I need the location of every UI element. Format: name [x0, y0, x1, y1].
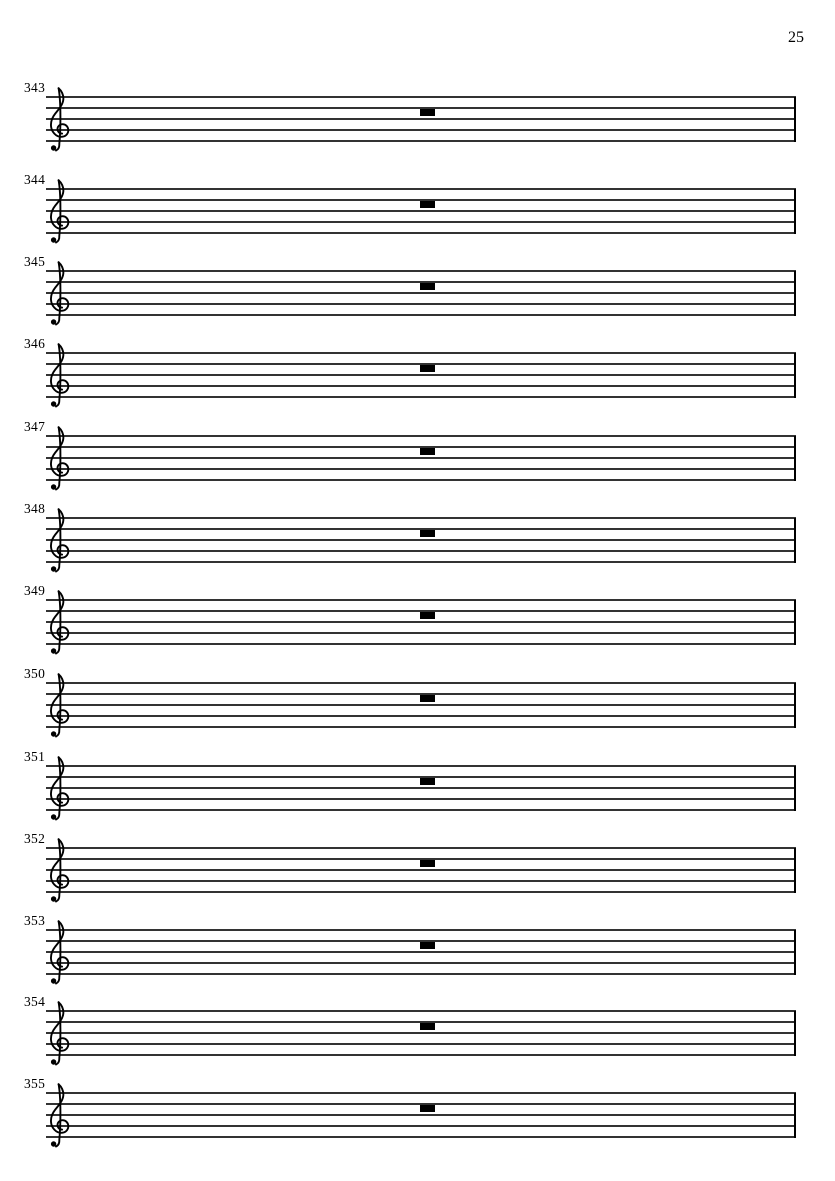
- staff-line: [46, 550, 796, 551]
- whole-rest: [420, 448, 435, 455]
- staff-line: [46, 643, 796, 644]
- end-barline: [794, 436, 796, 482]
- whole-rest: [420, 530, 435, 537]
- whole-rest: [420, 695, 435, 702]
- staff-line: [46, 1136, 796, 1137]
- end-barline: [794, 1011, 796, 1057]
- whole-rest: [420, 283, 435, 290]
- staff-line: [46, 682, 796, 683]
- staff-line: [46, 869, 796, 870]
- measure-number: 349: [24, 583, 46, 598]
- end-barline: [794, 930, 796, 976]
- staff-line: [46, 1010, 796, 1011]
- treble-clef-icon: [48, 87, 71, 154]
- end-barline: [794, 518, 796, 564]
- treble-clef-icon: [48, 179, 71, 246]
- staff-line: [46, 292, 796, 293]
- treble-clef-icon: [48, 261, 71, 328]
- staff-line: [46, 140, 796, 141]
- staff-line: [46, 787, 796, 788]
- treble-clef-icon: [48, 508, 71, 575]
- whole-rest: [420, 201, 435, 208]
- staff-line: [46, 929, 796, 930]
- measure-number: 352: [24, 831, 46, 846]
- staff-line: [46, 798, 796, 799]
- staff-line: [46, 539, 796, 540]
- whole-rest: [420, 942, 435, 949]
- staff-line: [46, 517, 796, 518]
- treble-clef-icon: [48, 343, 71, 410]
- measure-number: 351: [24, 749, 46, 764]
- end-barline: [794, 97, 796, 143]
- page-number: 25: [788, 29, 804, 46]
- end-barline: [794, 353, 796, 399]
- staff-line: [46, 621, 796, 622]
- staff-line: [46, 1125, 796, 1126]
- staff-line: [46, 188, 796, 189]
- treble-clef-icon: [48, 838, 71, 905]
- measure-number: 346: [24, 336, 46, 351]
- staff-line: [46, 973, 796, 974]
- whole-rest: [420, 365, 435, 372]
- measure-number: 354: [24, 994, 46, 1009]
- staff-line: [46, 314, 796, 315]
- end-barline: [794, 766, 796, 812]
- staff-line: [46, 129, 796, 130]
- measure-number: 345: [24, 254, 46, 269]
- end-barline: [794, 1093, 796, 1139]
- end-barline: [794, 848, 796, 894]
- treble-clef-icon: [48, 920, 71, 987]
- staff-line: [46, 951, 796, 952]
- staff-line: [46, 479, 796, 480]
- treble-clef-icon: [48, 1001, 71, 1068]
- staff-line: [46, 210, 796, 211]
- treble-clef-icon: [48, 590, 71, 657]
- staff-line: [46, 270, 796, 271]
- staff-line: [46, 435, 796, 436]
- end-barline: [794, 600, 796, 646]
- treble-clef-icon: [48, 756, 71, 823]
- staff-line: [46, 704, 796, 705]
- staff-line: [46, 396, 796, 397]
- staff-line: [46, 1032, 796, 1033]
- staff-line: [46, 715, 796, 716]
- staff-line: [46, 374, 796, 375]
- whole-rest: [420, 1105, 435, 1112]
- treble-clef-icon: [48, 1083, 71, 1150]
- staff-line: [46, 561, 796, 562]
- staff-line: [46, 96, 796, 97]
- staff-line: [46, 1092, 796, 1093]
- staff-line: [46, 726, 796, 727]
- staff-line: [46, 1114, 796, 1115]
- whole-rest: [420, 860, 435, 867]
- staff-line: [46, 599, 796, 600]
- measure-number: 348: [24, 501, 46, 516]
- staff-line: [46, 962, 796, 963]
- end-barline: [794, 189, 796, 235]
- measure-number: 343: [24, 80, 46, 95]
- staff-line: [46, 765, 796, 766]
- whole-rest: [420, 612, 435, 619]
- staff-line: [46, 809, 796, 810]
- treble-clef-icon: [48, 673, 71, 740]
- staff-line: [46, 221, 796, 222]
- measure-number: 350: [24, 666, 46, 681]
- staff-line: [46, 385, 796, 386]
- whole-rest: [420, 778, 435, 785]
- whole-rest: [420, 109, 435, 116]
- end-barline: [794, 271, 796, 317]
- staff-line: [46, 468, 796, 469]
- staff-line: [46, 891, 796, 892]
- measure-number: 347: [24, 419, 46, 434]
- staff-line: [46, 232, 796, 233]
- measure-number: 353: [24, 913, 46, 928]
- staff-line: [46, 457, 796, 458]
- staff-line: [46, 118, 796, 119]
- staff-line: [46, 632, 796, 633]
- staff-line: [46, 847, 796, 848]
- staff-line: [46, 880, 796, 881]
- staff-line: [46, 1043, 796, 1044]
- staff-line: [46, 303, 796, 304]
- end-barline: [794, 683, 796, 729]
- measure-number: 344: [24, 172, 46, 187]
- measure-number: 355: [24, 1076, 46, 1091]
- staff-line: [46, 352, 796, 353]
- whole-rest: [420, 1023, 435, 1030]
- staff-line: [46, 1054, 796, 1055]
- treble-clef-icon: [48, 426, 71, 493]
